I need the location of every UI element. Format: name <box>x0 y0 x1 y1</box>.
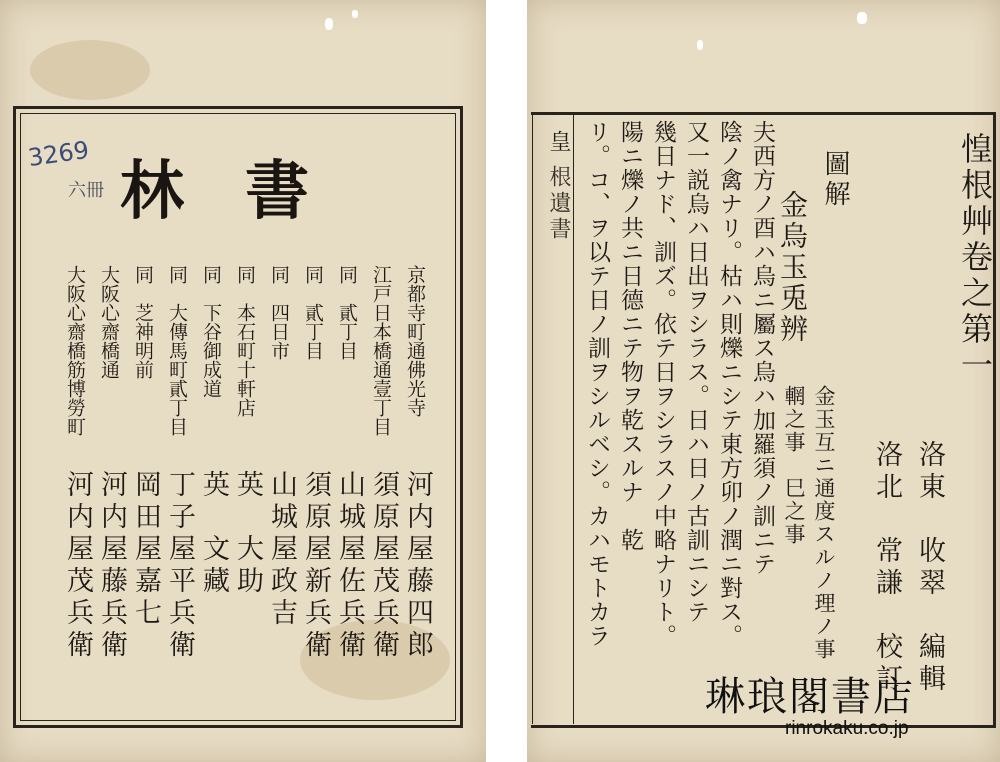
publisher-name: 英 文藏 <box>198 470 229 598</box>
publisher-location: 同 本石町十軒店 <box>234 265 256 417</box>
publisher-name: 須原屋茂兵衛 <box>368 470 399 662</box>
paper-stain <box>30 40 150 100</box>
body-line: リ。コ、ヲ以テ日ノ訓ヲシルベシ。カハモトカラ <box>584 120 610 648</box>
publisher-location: 大阪心齋橋筋博勞町 <box>64 265 86 436</box>
right-page <box>527 0 1000 762</box>
publisher-name: 英 大助 <box>232 470 263 598</box>
chapter-title: 惶根艸卷之第一 <box>956 132 994 384</box>
running-title: 皇 <box>546 130 571 152</box>
subheading: 金烏玉兎辨 <box>776 190 809 345</box>
author-line: 洛北 常謙 校訂 <box>871 440 902 696</box>
body-line: 陽ニ爍ノ共ニ日德ニテ物ヲ乾スルナ 乾 <box>617 120 643 552</box>
publisher-name: 須原屋新兵衛 <box>300 470 331 662</box>
author-line: 洛東 收翠 編輯 <box>914 440 945 696</box>
wormhole <box>352 10 358 18</box>
publisher-location: 大阪心齋橋通 <box>98 265 120 379</box>
publisher-name: 河内屋藤四郎 <box>402 470 433 662</box>
title-glyph: 林 <box>120 154 184 229</box>
publisher-location: 江戸日本橋通壹丁目 <box>370 265 392 436</box>
publisher-location: 同 下谷御成道 <box>200 265 222 398</box>
body-line: 又一説烏ハ日出ヲシラス。日ハ日ノ古訓ニシテ <box>683 120 709 624</box>
publisher-location: 同 大傳馬町貳丁目 <box>166 265 188 436</box>
wormhole <box>857 12 867 24</box>
publisher-name: 丁子屋平兵衛 <box>164 470 195 662</box>
body-line: 幾日ナド、訓ズ。依テ日ヲシラスノ中略ナリト。 <box>650 120 676 648</box>
wormhole <box>325 18 333 30</box>
left-page <box>0 0 486 762</box>
watermark-url: rinrokaku.co.jp <box>785 718 909 739</box>
publisher-name: 河内屋茂兵衛 <box>62 470 93 662</box>
publisher-name: 山城屋政吉 <box>266 470 297 630</box>
note-line: 金玉互ニ通度スルノ理ノ事 <box>812 385 836 661</box>
running-title-2: 根遺書 <box>546 165 571 243</box>
watermark: 琳琅閣書店 <box>705 674 915 720</box>
title-glyph: 書 <box>245 154 309 229</box>
publisher-location: 同 四日市 <box>268 265 290 360</box>
body-line: 夫西方ノ酉ハ烏ニ屬ス烏ハ加羅須ノ訓ニテ <box>749 120 775 576</box>
body-line: 陰ノ禽ナリ。枯ハ則爍ニシテ東方卯ノ潤ニ對ス。 <box>716 120 742 648</box>
section-heading: 圖解 <box>820 150 850 210</box>
publisher-name: 山城屋佐兵衛 <box>334 470 365 662</box>
publisher-location: 同 貳丁目 <box>302 265 324 360</box>
publisher-location: 京都寺町通佛光寺 <box>404 265 426 417</box>
margin-rule <box>532 113 533 724</box>
pencil-note-2: 六冊 <box>68 180 104 201</box>
note-line: 輞之事 巳之事 <box>782 385 806 546</box>
pencil-note: 3269 <box>26 135 91 173</box>
publisher-location: 同 芝神明前 <box>132 265 154 379</box>
publisher-location: 同 貳丁目 <box>336 265 358 360</box>
publisher-name: 岡田屋嘉七 <box>130 470 161 630</box>
publisher-title <box>120 140 370 229</box>
publisher-name: 河内屋藤兵衛 <box>96 470 127 662</box>
wormhole <box>697 40 703 50</box>
